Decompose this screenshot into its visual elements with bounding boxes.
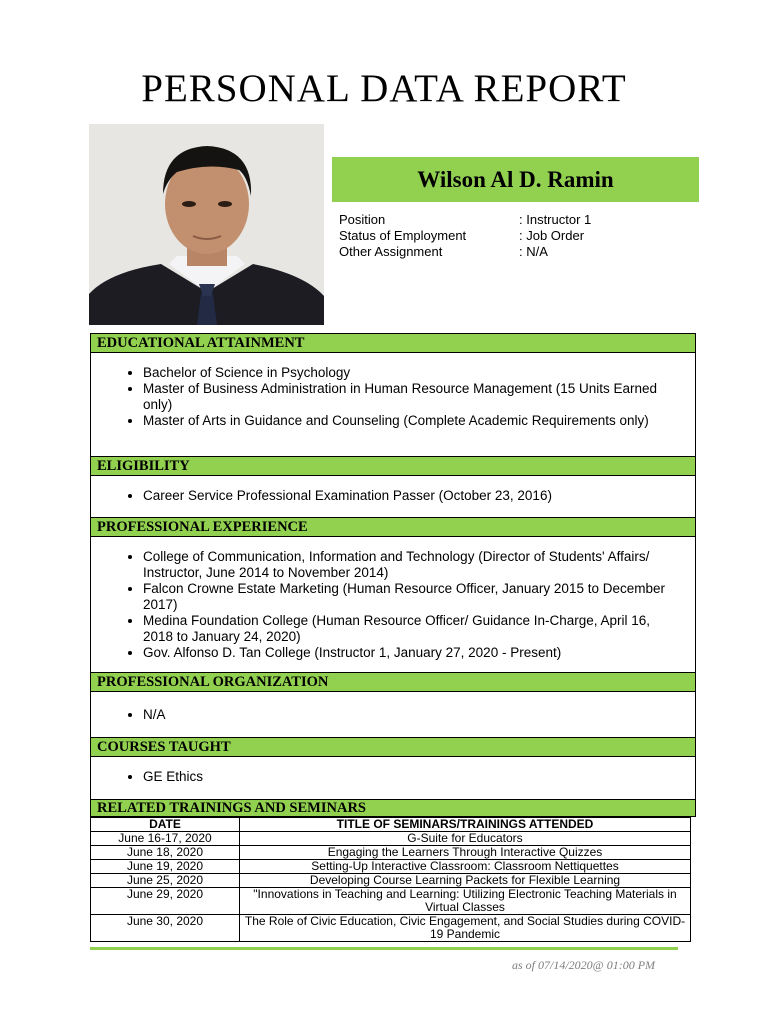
cell-date: June 25, 2020 (91, 874, 240, 888)
profile-photo (89, 124, 324, 325)
cell-date: June 29, 2020 (91, 888, 240, 915)
section-heading: PROFESSIONAL ORGANIZATION (91, 673, 695, 692)
info-row-position (339, 212, 591, 228)
section-heading-trainings: RELATED TRAININGS AND SEMINARS (90, 799, 696, 817)
info-value: : Instructor 1 (519, 212, 592, 227)
cell-date: June 16-17, 2020 (91, 832, 240, 846)
footer-divider (90, 947, 678, 950)
section-professional-organization (90, 672, 696, 738)
table-row (91, 846, 691, 860)
list-item: • Medina Foundation College (Human Resource Officer/ Guidance In-Charge, April 16, 2018 to January 24, 2020) (143, 613, 683, 645)
list-item: • Falcon Crowne Estate Marketing (Human Resource Officer, January 2015 to December 2017) (143, 581, 683, 613)
cell-date: June 18, 2020 (91, 846, 240, 860)
section-heading: EDUCATIONAL ATTAINMENT (91, 334, 695, 353)
cell-date: June 19, 2020 (91, 860, 240, 874)
cell-title: Developing Course Learning Packets for Flexible Learning (240, 874, 691, 888)
info-row-other-assignment (339, 244, 591, 260)
as-of-timestamp: as of 07/14/2020@ 01:00 PM (512, 958, 656, 972)
info-row-status (339, 228, 591, 244)
table-row (91, 832, 691, 846)
section-heading: ELIGIBILITY (91, 457, 695, 476)
list-item: • Master of Business Administration in Human Resource Management (15 Units Earned only) (143, 381, 683, 413)
column-header-title: TITLE OF SEMINARS/TRAININGS ATTENDED (240, 818, 691, 832)
info-label: Status of Employment (339, 228, 467, 243)
list-item: • Master of Arts in Guidance and Counseling (Complete Academic Requirements only) (143, 413, 683, 429)
table-row (91, 915, 691, 942)
cell-date: June 30, 2020 (91, 915, 240, 942)
cell-title: "Innovations in Teaching and Learning: Utilizing Electronic Teaching Materials in Virtual Classes (240, 888, 691, 915)
info-value: : N/A (519, 244, 548, 259)
employment-info (339, 212, 591, 260)
table-header-row (91, 818, 691, 832)
section-eligibility (90, 456, 696, 519)
column-header-date: DATE (91, 818, 240, 832)
info-value: : Job Order (519, 228, 585, 243)
table-row (91, 860, 691, 874)
info-label: Other Assignment (339, 244, 443, 259)
section-heading: COURSES TAUGHT (91, 738, 695, 757)
list-item: • Gov. Alfonso D. Tan College (Instructor 1, January 27, 2020 - Present) (143, 645, 683, 661)
list-item: • College of Communication, Information and Technology (Director of Students' Affairs/ Instructor, June 2014 to November 2014) (143, 549, 683, 581)
table-row (91, 874, 691, 888)
list-item: • Career Service Professional Examination Passer (October 23, 2016) (143, 488, 683, 504)
trainings-table (90, 817, 691, 942)
cell-title: Engaging the Learners Through Interactive Quizzes (240, 846, 691, 860)
table-row (91, 888, 691, 915)
list-item: • N/A (143, 707, 683, 723)
name-banner: Wilson Al D. Ramin (332, 157, 699, 202)
info-label: Position (339, 212, 386, 227)
page-title: PERSONAL DATA REPORT (141, 67, 627, 110)
cell-title: The Role of Civic Education, Civic Engagement, and Social Studies during COVID-19 Pandemic (240, 915, 691, 942)
cell-title: G-Suite for Educators (240, 832, 691, 846)
section-educational-attainment (90, 333, 696, 457)
list-item: • GE Ethics (143, 769, 683, 785)
section-heading: PROFESSIONAL EXPERIENCE (91, 518, 695, 537)
list-item: • Bachelor of Science in Psychology (143, 365, 683, 381)
section-courses-taught (90, 737, 696, 800)
cell-title: Setting-Up Interactive Classroom: Classroom Nettiquettes (240, 860, 691, 874)
section-professional-experience (90, 517, 696, 673)
